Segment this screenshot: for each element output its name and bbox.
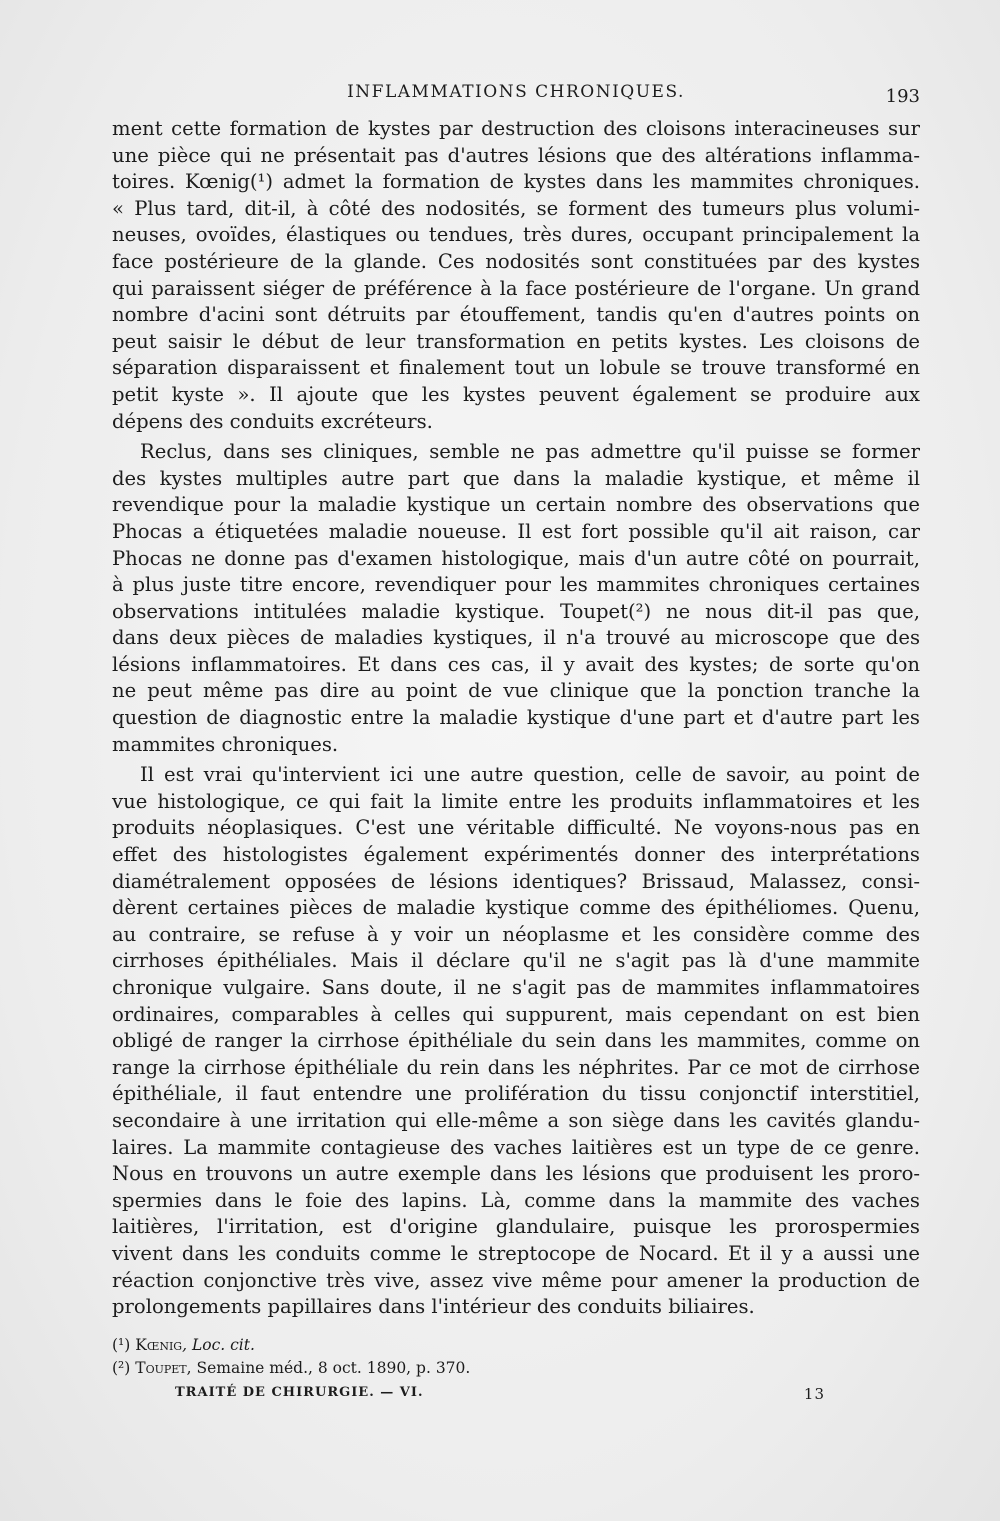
text-line: toires. Kœnig(¹) admet la formation de kystes dans les mammites chroniques. — [112, 170, 920, 194]
text-line: dépens des conduits excréteurs. — [112, 409, 433, 433]
text-line: face postérieure de la glande. Ces nodosités sont constituées par des kystes — [112, 249, 920, 273]
text-line: mammites chroniques. — [112, 732, 339, 756]
footnote — [112, 1334, 920, 1357]
text-line: dans deux pièces de maladies kystiques, il n'a trouvé au microscope que des — [112, 626, 920, 650]
text-line: à plus juste titre encore, revendiquer pour les mammites chroniques certaines — [112, 573, 920, 597]
text-line: diamétralement opposées de lésions identiques? Brissaud, Malassez, consi- — [112, 869, 920, 893]
text-line: spermies dans le foie des lapins. Là, comme dans la mammite des vaches — [112, 1188, 920, 1212]
footnote — [112, 1357, 920, 1380]
text-line: nombre d'acini sont détruits par étouffement, tandis qu'en d'autres points on — [112, 303, 920, 327]
text-line: Reclus, dans ses cliniques, semble ne pas admettre qu'il puisse se former — [140, 440, 920, 464]
text-line: Phocas ne donne pas d'examen histologique, mais d'un autre côté on pourrait, — [112, 546, 920, 570]
text-line: laires. La mammite contagieuse des vaches laitières est un type de ce genre. — [112, 1135, 920, 1159]
text-line: laitières, l'irritation, est d'origine glandulaire, puisque les prorospermies — [112, 1215, 920, 1239]
text-line: peut saisir le début de leur transformation en petits kystes. Les cloisons de — [112, 329, 920, 353]
text-line: secondaire à une irritation qui elle-même a son siège dans les cavités glandu- — [112, 1108, 920, 1132]
page-number: 193 — [885, 86, 920, 107]
footnote-mark: (¹) — [112, 1336, 131, 1354]
text-line: une pièce qui ne présentait pas d'autres lésions que des altérations inflamma- — [112, 143, 920, 167]
text-line: des kystes multiples autre part que dans la maladie kystique, et même il — [112, 466, 920, 490]
text-line: question de diagnostic entre la maladie kystique d'une part et d'autre part les — [112, 706, 920, 730]
text-line: obligé de ranger la cirrhose épithéliale du sein dans les mammites, comme on — [112, 1029, 920, 1053]
footnote-author: Toupet — [135, 1359, 187, 1377]
footnote-mark: (²) — [112, 1359, 131, 1377]
text-line: range la cirrhose épithéliale du rein dans les néphrites. Par ce mot de cirrhose — [112, 1055, 920, 1079]
text-line: effet des histologistes également expérimentés donner des interprétations — [112, 843, 920, 867]
running-head — [112, 80, 920, 110]
text-line: lésions inflammatoires. Et dans ces cas, il y avait des kystes; de sorte qu'on — [112, 652, 920, 676]
text-line: au contraire, se refuse à y voir un néoplasme et les considère comme des — [112, 922, 920, 946]
text-line: prolongements papillaires dans l'intérieur des conduits biliaires. — [112, 1295, 755, 1319]
text-line: neuses, ovoïdes, élastiques ou tendues, très dures, occupant principalement la — [112, 223, 920, 247]
footnote-author: Kœnig — [135, 1336, 183, 1354]
footnote-text: , Semaine méd., 8 oct. 1890, p. 370. — [186, 1359, 471, 1377]
footer-signature: TRAITÉ DE CHIRURGIE. — VI. — [175, 1385, 424, 1400]
text-line: vivent dans les conduits comme le streptocope de Nocard. Et il y a aussi une — [112, 1241, 920, 1265]
text-line: revendique pour la maladie kystique un certain nombre des observations que — [112, 493, 920, 517]
text-line: épithéliale, il faut entendre une prolifération du tissu conjonctif interstitiel, — [112, 1082, 920, 1106]
text-line: cirrhoses épithéliales. Mais il déclare qu'il ne s'agit pas là d'une mammite — [112, 949, 920, 973]
text-line: Nous en trouvons un autre exemple dans les lésions que produisent les proro- — [112, 1162, 920, 1186]
text-line: ordinaires, comparables à celles qui suppurent, mais cependant on est bien — [112, 1002, 920, 1026]
text-line: observations intitulées maladie kystique. Toupet(²) ne nous dit-il pas que, — [112, 599, 920, 623]
text-line: ne peut même pas dire au point de vue clinique que la ponction tranche la — [112, 679, 920, 703]
text-line: « Plus tard, dit-il, à côté des nodosités, se forment des tumeurs plus volumi- — [112, 196, 920, 220]
footnotes — [112, 1334, 920, 1380]
text-line: dèrent certaines pièces de maladie kystique comme des épithéliomes. Quenu, — [112, 896, 920, 920]
text-line: réaction conjonctive très vive, assez vive même pour amener la production de — [112, 1268, 920, 1292]
text-line: Phocas a étiquetées maladie noueuse. Il est fort possible qu'il ait raison, car — [112, 519, 920, 543]
text-line: chronique vulgaire. Sans doute, il ne s'agit pas de mammites inflammatoires — [112, 976, 920, 999]
text-line: produits néoplasiques. C'est une véritable difficulté. Ne voyons-nous pas en — [112, 816, 920, 840]
text-line: Il est vrai qu'intervient ici une autre question, celle de savoir, au point de — [140, 763, 920, 787]
text-line: qui paraissent siéger de préférence à la face postérieure de l'organe. Un grand — [112, 276, 920, 300]
running-title: INFLAMMATIONS CHRONIQUES. — [347, 82, 685, 102]
page-footer — [175, 1385, 825, 1409]
text-line: ment cette formation de kystes par destruction des cloisons interacineuses sur — [112, 117, 920, 140]
text-line: séparation disparaissent et finalement tout un lobule se trouve transformé en — [112, 356, 920, 380]
footer-sheet-number: 13 — [803, 1385, 825, 1403]
footnote-text: , Loc. cit. — [182, 1336, 255, 1354]
text-line: vue histologique, ce qui fait la limite entre les produits inflammatoires et les — [112, 789, 920, 813]
text-line: petit kyste ». Il ajoute que les kystes peuvent également se produire aux — [112, 382, 920, 406]
body-text — [112, 116, 920, 1321]
